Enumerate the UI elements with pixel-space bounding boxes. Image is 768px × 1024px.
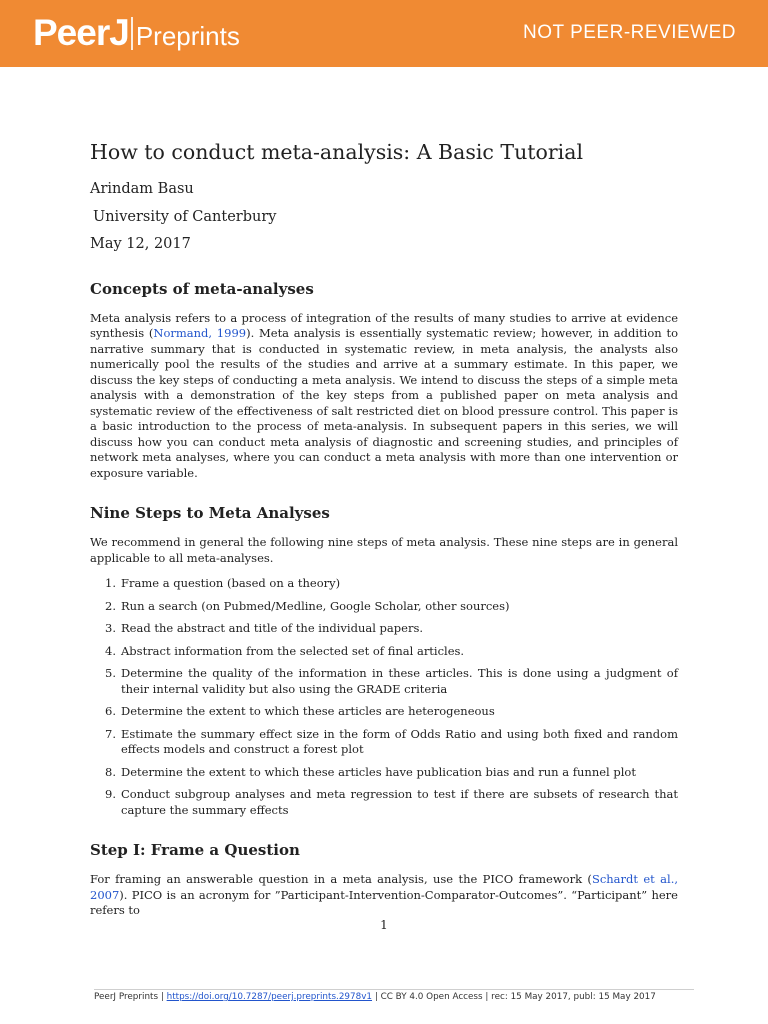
list-item-text: Estimate the summary effect size in the form of Odds Ratio and using both fixed and random effects models and construct a forest plot — [121, 726, 678, 756]
section-title-concepts: Concepts of meta-analyses — [90, 279, 314, 298]
list-item-text: Run a search (on Pubmed/Medline, Google Scholar, other sources) — [121, 598, 510, 613]
list-item-number: 8. — [105, 764, 116, 779]
preprint-banner — [0, 0, 768, 67]
paper-affiliation: University of Canterbury — [93, 208, 277, 225]
footer-suffix: | CC BY 4.0 Open Access | rec: 15 May 2017, publ: 15 May 2017 — [372, 992, 656, 1002]
review-status-label: NOT PEER-REVIEWED — [523, 22, 736, 43]
list-item — [90, 644, 678, 660]
list-item — [90, 576, 678, 592]
citation-normand[interactable]: Normand, 1999 — [153, 326, 247, 340]
list-item-number: 9. — [105, 787, 116, 801]
list-item — [90, 787, 678, 818]
nine-steps-intro: We recommend in general the following nine steps of meta analysis. These nine steps are in general applicable to all meta-analyses. — [90, 535, 678, 565]
list-item — [90, 704, 678, 720]
preprint-footer — [94, 989, 694, 1002]
list-item-number: 2. — [105, 598, 116, 613]
paper-title: How to conduct meta-analysis: A Basic Tutorial — [90, 140, 584, 164]
list-item-number: 6. — [105, 704, 116, 718]
paper-date: May 12, 2017 — [90, 236, 191, 252]
list-item-text: Read the abstract and title of the individual papers. — [121, 621, 423, 635]
doi-link[interactable]: https://doi.org/10.7287/peerj.preprints.2978v1 — [166, 992, 373, 1002]
concepts-text-start: Meta analysis refers to a process of integration of the results of many studies to arrive at evidence synthesis ( — [90, 310, 678, 340]
list-item — [90, 621, 678, 637]
paper-author: Arindam Basu — [90, 181, 194, 197]
list-item-text: Conduct subgroup analyses and meta regression to test if there are subsets of research that capture the summary effects — [121, 787, 678, 817]
list-item-number: 5. — [105, 666, 116, 680]
footer-prefix: PeerJ Preprints | — [94, 992, 167, 1002]
peerj-preprints-logo[interactable] — [33, 12, 240, 54]
list-item — [90, 765, 678, 781]
list-item-text: Determine the quality of the information in these articles. This is done using a judgment of their internal validity but also using the GRADE criteria — [121, 666, 678, 696]
list-item-text: Abstract information from the selected set of final articles. — [121, 643, 465, 658]
list-item-number: 4. — [105, 643, 116, 658]
logo-peer-text: PeerJ — [33, 12, 129, 53]
list-item-number: 1. — [105, 576, 116, 590]
step1-text-rest: ). PICO is an acronym for ”Participant-Intervention-Comparator-Outcomes”. “Participant” here refers to — [90, 887, 678, 917]
step1-text-start: For framing an answerable question in a meta analysis, use the PICO framework ( — [90, 872, 592, 886]
section-title-nine-steps: Nine Steps to Meta Analyses — [90, 504, 330, 522]
concepts-text-rest: ). Meta analysis is essentially systematic review; however, in addition to narrative summary that is conducted in systematic review, in meta analysis, the analysts also numerically pool the results of the studies and arrive at a summary estimate. In this paper, we discuss the key steps of conducting a meta analysis. We intend to discuss the steps of a simple meta analysis with a demonstration of the key steps from a published paper on meta analysis and systematic review of the effectiveness of salt restricted diet on blood pressure control. This paper is a basic introduction to the process of meta-analysis. In subsequent papers in this series, we will discuss how you can conduct meta analysis of diagnostic and screening studies, and principles of network meta analyses, where you can conduct a meta analysis with more than one intervention or exposure variable. — [90, 326, 679, 480]
list-item-text: Determine the extent to which these articles are heterogeneous — [121, 704, 495, 718]
nine-steps-list — [90, 576, 678, 818]
list-item-text: Determine the extent to which these articles have publication bias and run a funnel plot — [121, 764, 636, 779]
paper-body — [90, 138, 678, 941]
logo-divider — [131, 17, 133, 50]
citation-schardt[interactable]: Schardt et al., 2007 — [90, 872, 679, 902]
list-item-number: 3. — [105, 621, 116, 635]
list-item-number: 7. — [105, 726, 116, 741]
list-item-text: Frame a question (based on a theory) — [121, 576, 341, 590]
concepts-paragraph — [90, 311, 678, 482]
list-item — [90, 727, 678, 758]
list-item — [90, 599, 678, 615]
list-item — [90, 666, 678, 697]
logo-preprints-text: Preprints — [135, 21, 240, 51]
page-number: 1 — [380, 918, 388, 932]
step1-paragraph — [90, 872, 678, 919]
section-title-step1: Step I: Frame a Question — [90, 841, 300, 859]
